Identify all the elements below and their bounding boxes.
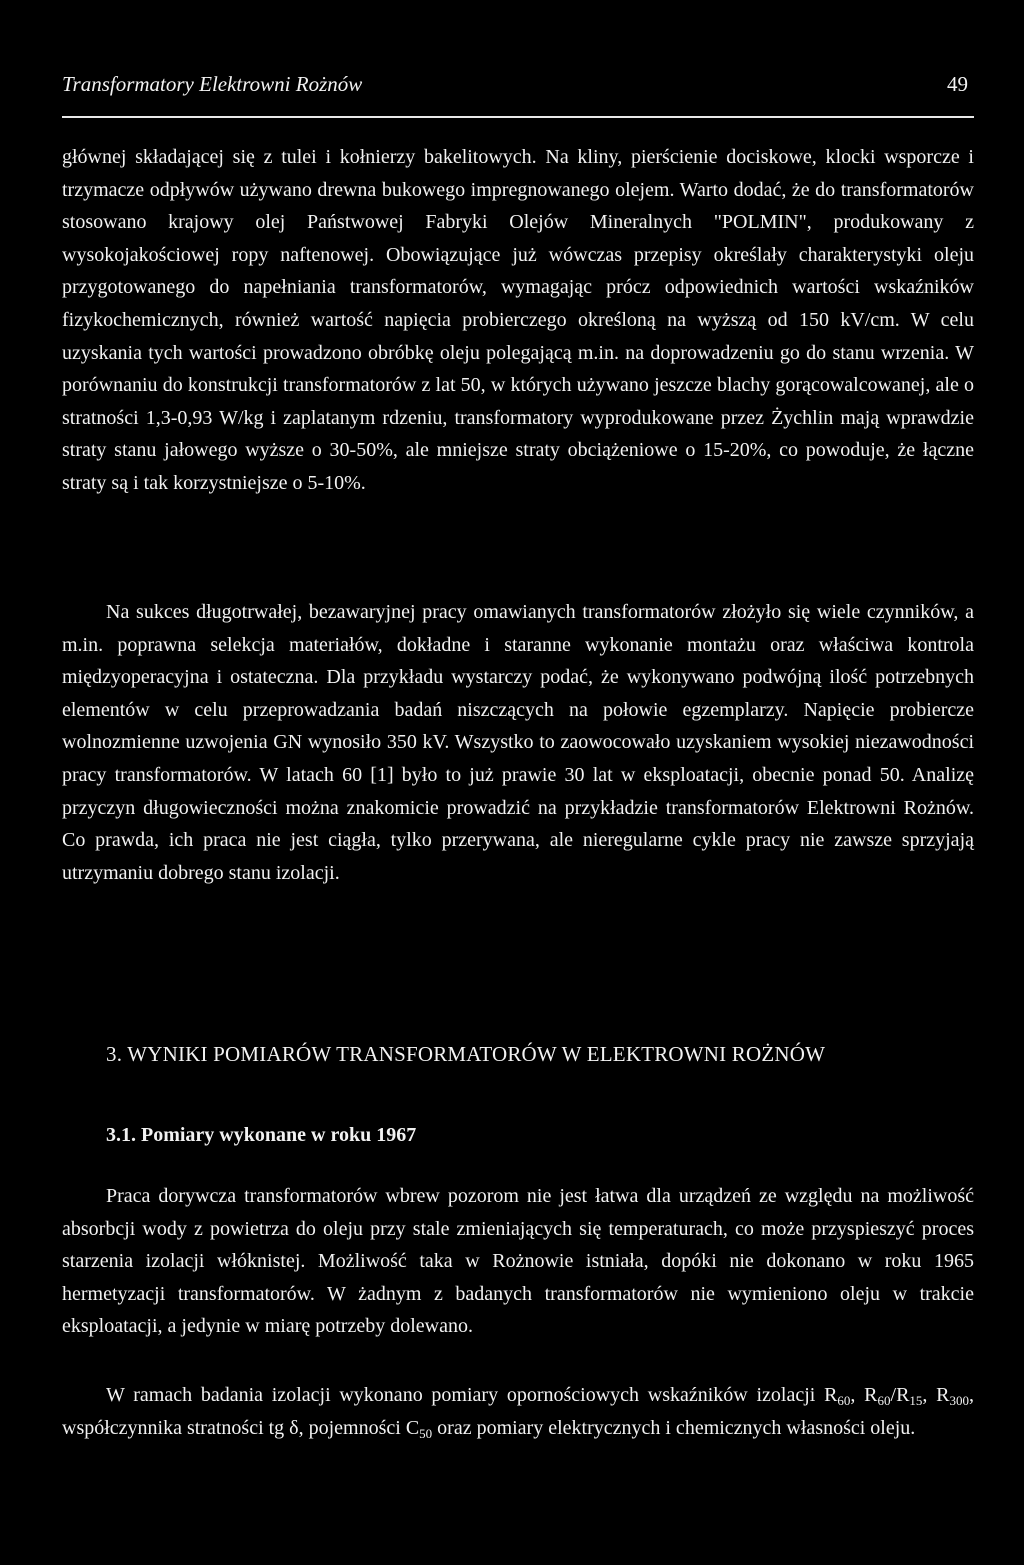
r60-symbol-2: R [864, 1384, 878, 1406]
r300-subscript: 300 [949, 1393, 970, 1408]
r60-subscript-2: 60 [877, 1393, 891, 1408]
running-header [62, 72, 974, 102]
c50-subscript: 50 [419, 1425, 433, 1441]
c50-symbol: C [405, 1416, 420, 1439]
paragraph-1: głównej składającej się z tulei i kołnierzy bakelitowych. Na kliny, pierścienie dociskowe, klocki wsporcze i trzymacze odpływów używano drewna bukowego impregnowanego olejem. Warto dodać, że do transformatorów stosowano krajowy olej Państwowej Fabryki Olejów Mineralnych "POLMIN", produkowany z wysokojakościowej ropy naftenowej. Obowiązujące już wówczas przepisy określały charakterystyki oleju przygotowanego do napełniania transformatorów, wymagając prócz odpowiednich wartości wskaźników fizykochemicznych, również wartość napięcia probierczego określoną na wyższą od 150 kV/cm. W celu uzyskania tych wartości prowadzono obróbkę oleju polegającą m.in. na doprowadzeniu go do stanu wrzenia. W porównaniu do konstrukcji transformatorów z lat 50, w których używano jeszcze blachy gorącowalcowanej, ale o stratności 1,3-0,93 W/kg i zaplatanym rdzeniu, transformatory wyprodukowane przez Żychlin mają wprawdzie straty stanu jałowego wyższe o 30-50%, ale mniejsze straty obciążeniowe o 15-20%, co powoduje, że łączne straty są i tak korzystniejsze o 5-10%. [62, 146, 974, 494]
r60-symbol: R [824, 1384, 838, 1406]
slash: / [890, 1384, 897, 1406]
header-rule [62, 116, 974, 118]
p4-tail: oraz pomiary elektrycznych i chemicznych własności oleju. [432, 1416, 916, 1439]
paragraph-4 [62, 1379, 974, 1444]
subsection-heading: 3.1. Pomiary wykonane w roku 1967 [106, 1124, 417, 1146]
paragraph-2: Na sukces długotrwałej, bezawaryjnej pracy omawianych transformatorów złożyło się wiele czynników, a m.in. poprawna selekcja materiałów, dokładne i staranne wykonanie montażu oraz właściwa kontrola międzyoperacyjna i ostateczna. Dla przykładu wystarczy podać, że wykonywano podwójną ilość potrzebnych elementów w celu przeprowadzania badań niszczących na połowie egzemplarzy. Napięcie probiercze wolnozmienne uzwojenia GN wynosiło 350 kV. Wszystko to zaowocowało uzyskaniem wysokiej niezawodności pracy transformatorów. W latach 60 [1] było to już prawie 30 lat w eksploatacji, obecnie ponad 50. Analizę przyczyn długowieczności można znakomicie prowadzić na przykładzie transformatorów Elektrowni Rożnów. Co prawda, ich praca nie jest ciągła, tylko przerywana, ale nieregularne cykle pracy nie zawsze sprzyjają utrzymaniu dobrego stanu izolacji. [62, 601, 974, 884]
r15-subscript: 15 [909, 1393, 923, 1408]
paragraph-3: Praca dorywcza transformatorów wbrew pozorom nie jest łatwa dla urządzeń ze względu na możliwość absorbcji wody z powietrza do oleju przy stale zmieniających się temperaturach, co może przyspieszyć proces starzenia izolacji włóknistej. Możliwość taka w Rożnowie istniała, dopóki nie dokonano w roku 1965 hermetyzacji transformatorów. W żadnym z badanych transformatorów nie wymieniono oleju w trakcie eksploatacji, a jedynie w miarę potrzeby dolewano. [62, 1185, 974, 1338]
page-number: 49 [947, 72, 968, 96]
running-title: Transformatory Elektrowni Rożnów [62, 72, 363, 96]
p4-mid: , współczynnika stratności tg δ, pojemności [62, 1384, 975, 1439]
r300-symbol: R [936, 1384, 950, 1406]
section-heading: 3. WYNIKI POMIARÓW TRANSFORMATORÓW W ELEKTROWNI ROŻNÓW [106, 1042, 826, 1066]
p4-lead: W ramach badania izolacji wykonano pomiary opornościowych wskaźników izolacji [106, 1384, 825, 1406]
separator-2: , [922, 1384, 937, 1406]
page [62, 0, 974, 1565]
r15-symbol: R [896, 1384, 910, 1406]
separator: , [850, 1384, 865, 1406]
r60-subscript: 60 [837, 1393, 851, 1408]
